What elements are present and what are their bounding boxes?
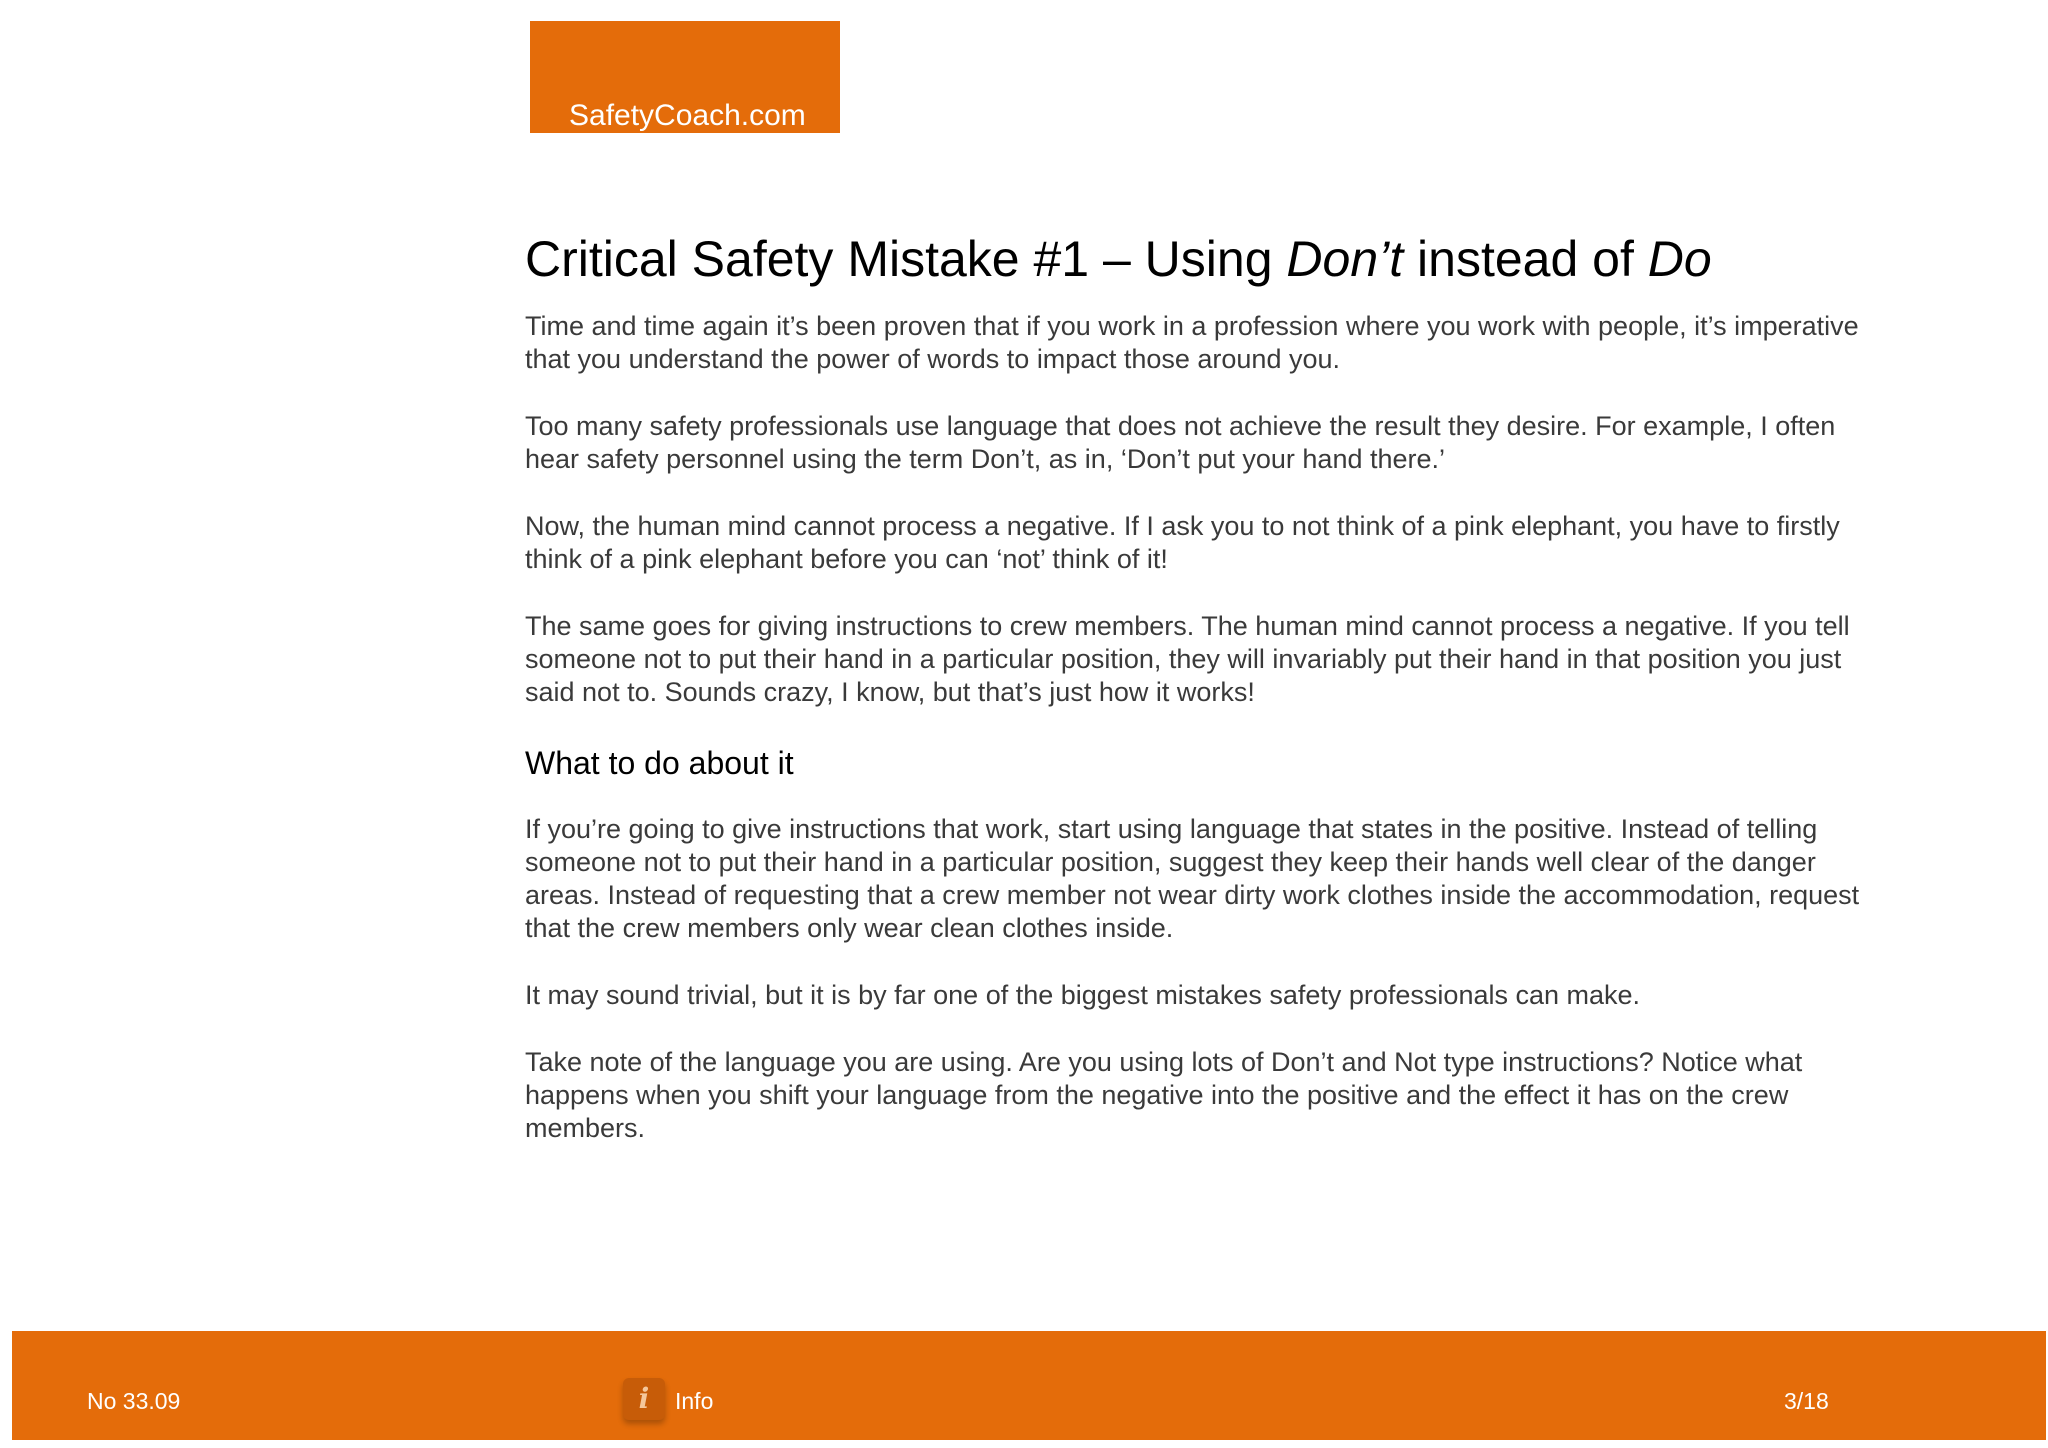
logo [530, 21, 840, 133]
title-part: Critical Safety Mistake #1 – Using [525, 231, 1287, 287]
paragraph: Too many safety professionals use language that does not achieve the result they desire. For example, I often hear safety personnel using the term Don’t, as in, ‘Don’t put your hand there.’ [525, 411, 1836, 474]
paragraph: It may sound trivial, but it is by far one of the biggest mistakes safety professionals can make. [525, 980, 1641, 1010]
title-part: instead of [1403, 231, 1648, 287]
paragraph: Time and time again it’s been proven that if you work in a profession where you work with people, it’s imperative that you understand the power of words to impact those around you. [525, 311, 1859, 374]
paragraph: If you’re going to give instructions that work, start using language that states in the positive. Instead of telling someone not to put their hand in a particular position, suggest they keep their hands well clear of the danger areas. Instead of requesting that a crew member not wear dirty work clothes inside the accommodation, request that the crew members only wear clean clothes inside. [525, 814, 1860, 943]
paragraph: Now, the human mind cannot process a negative. If I ask you to not think of a pink elephant, you have to firstly think of a pink elephant before you can ‘not’ think of it! [525, 511, 1840, 574]
article-title [525, 226, 1895, 292]
article [525, 226, 1895, 1145]
title-emphasis-do: Do [1647, 231, 1712, 287]
paragraph: Take note of the language you are using. Are you using lots of Don’t and Not type instructions? Notice what happens when you shift your language from the negative into the positive and the effect it has on the crew members. [525, 1047, 1803, 1143]
info-link[interactable]: Info [675, 1388, 714, 1414]
page-number: 3/18 [1784, 1388, 1829, 1414]
footer-bar [12, 1331, 2046, 1440]
logo-text: SafetyCoach.com [569, 99, 806, 132]
title-emphasis-dont: Don’t [1286, 231, 1404, 287]
info-icon[interactable]: i [623, 1378, 665, 1420]
paragraph: The same goes for giving instructions to crew members. The human mind cannot process a negative. If you tell someone not to put their hand in a particular position, they will invariably put their hand in that position you just said not to. Sounds crazy, I know, but that’s just how it works! [525, 611, 1850, 707]
subheading: What to do about it [525, 745, 794, 781]
issue-number: No 33.09 [87, 1388, 181, 1414]
